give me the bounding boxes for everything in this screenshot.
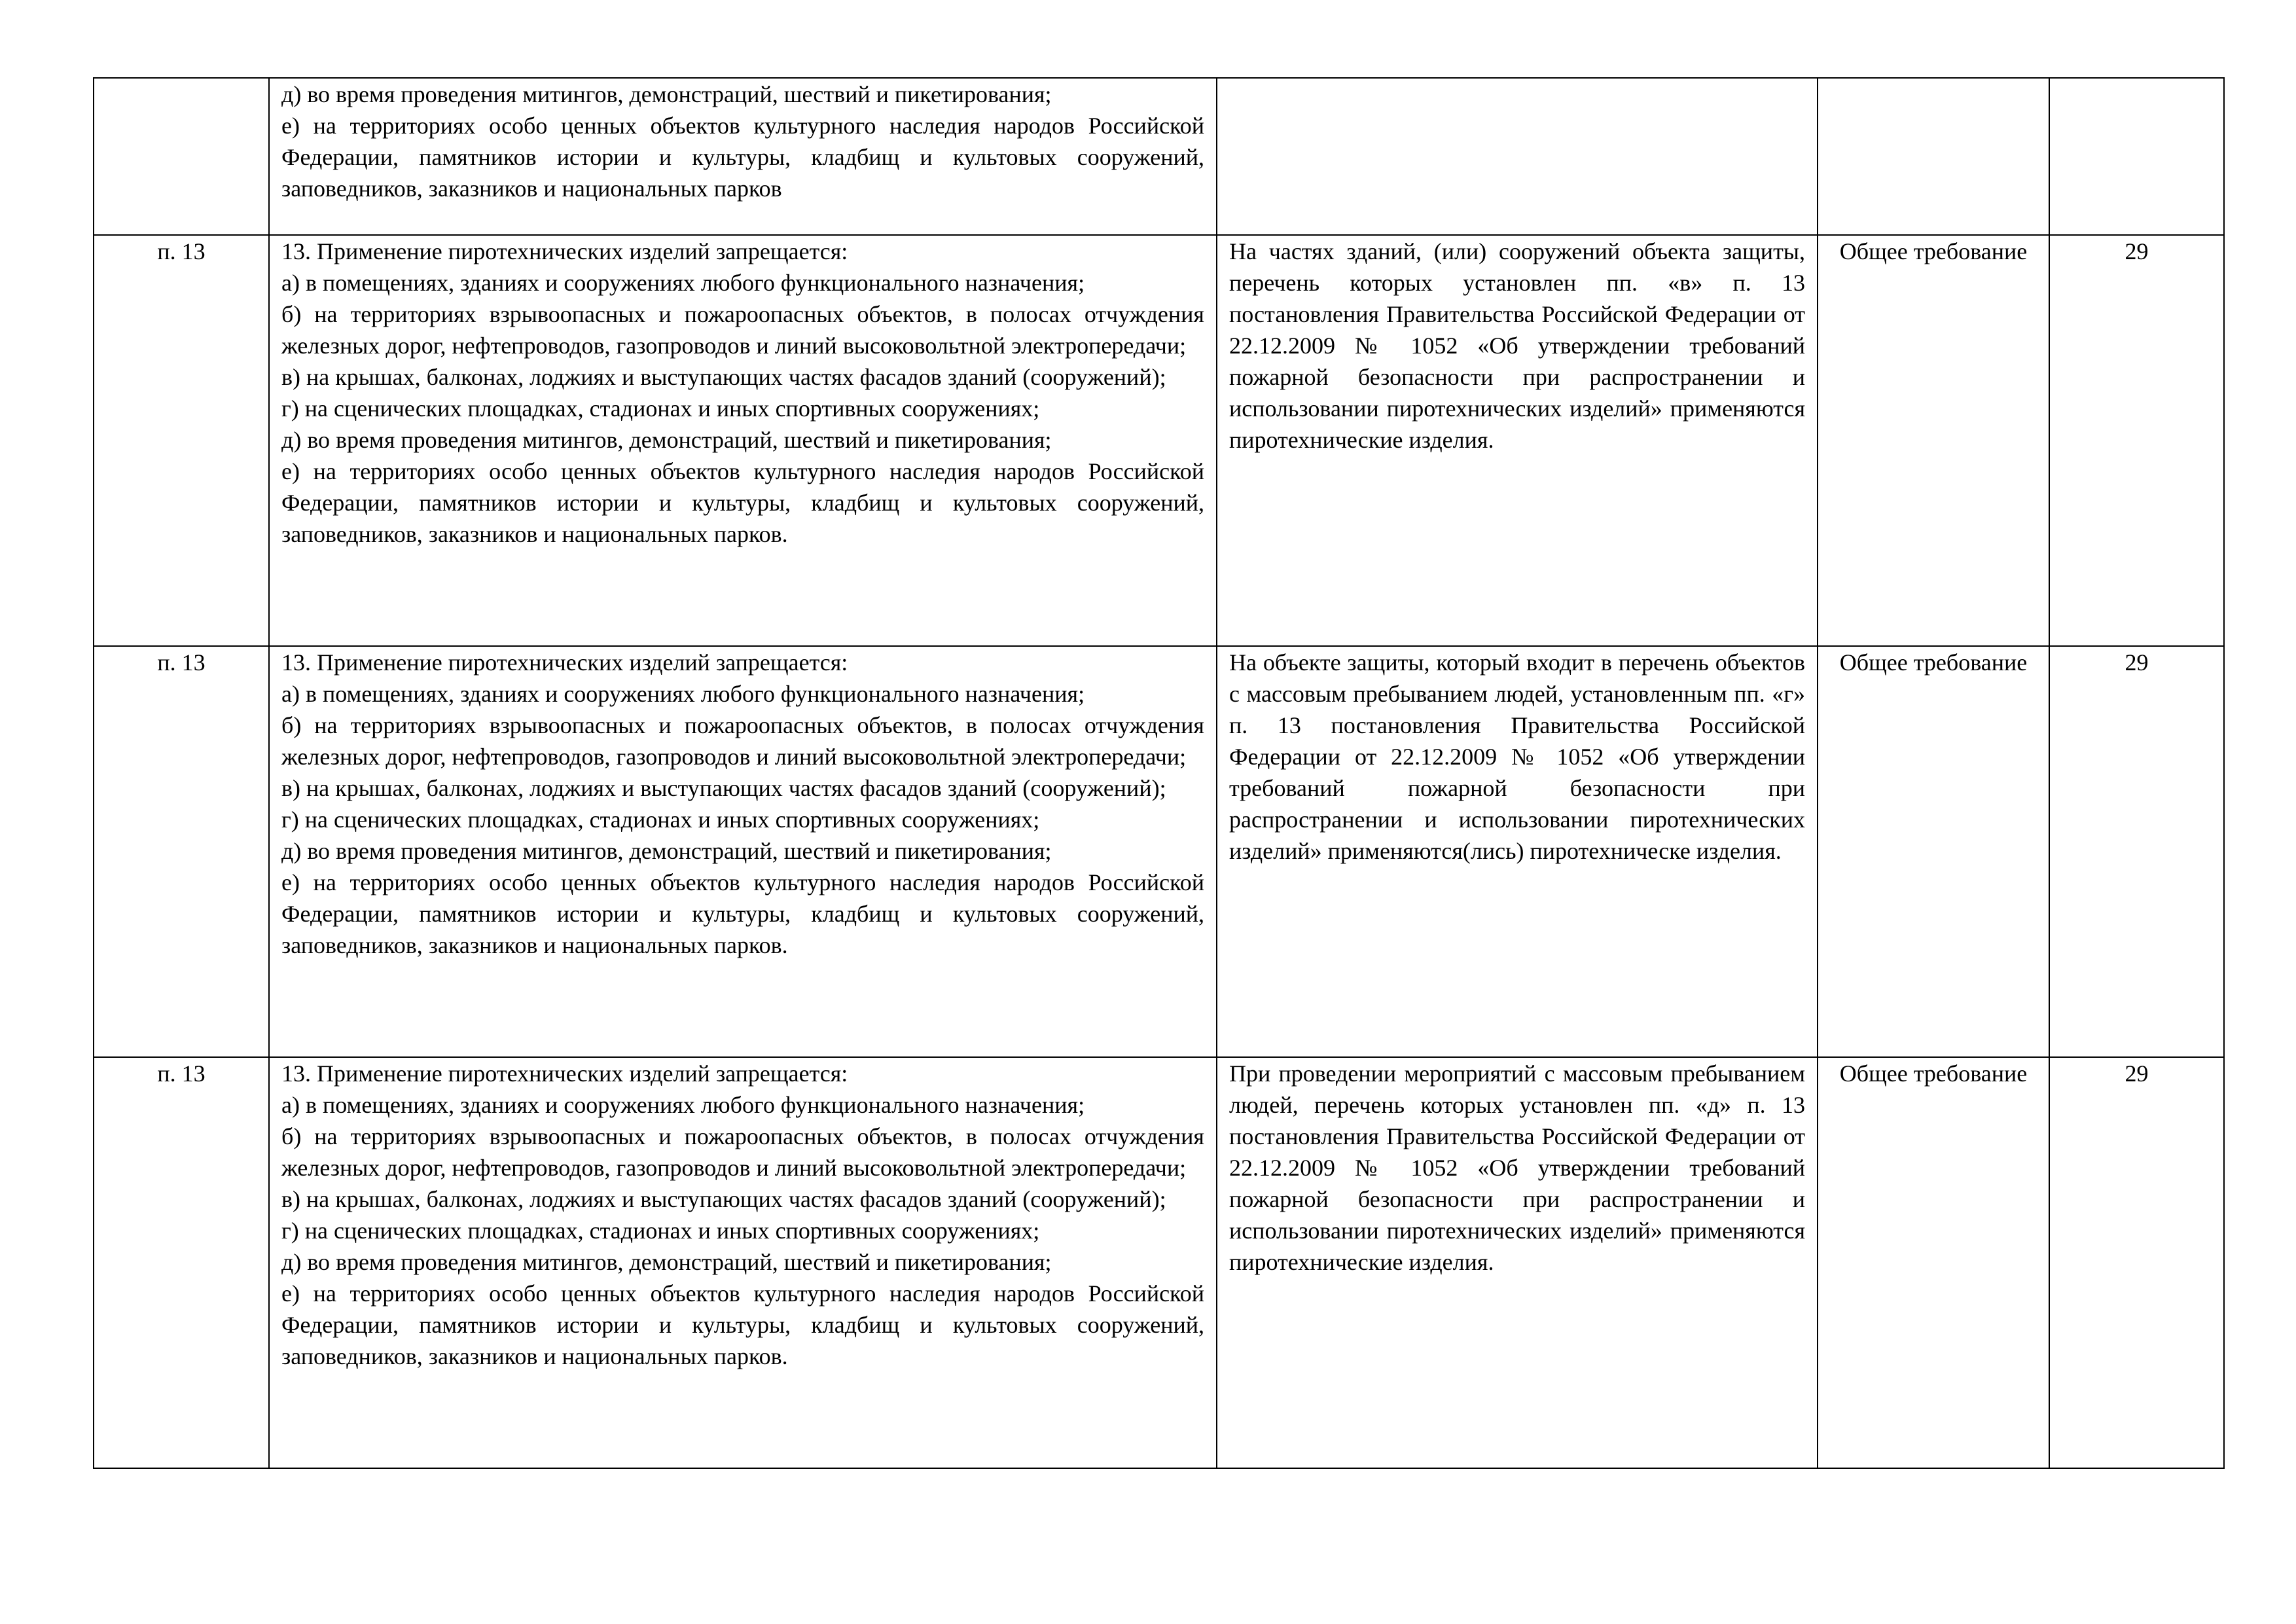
requirement-paragraph: г) на сценических площадках, стадионах и иных спортивных сооружениях; [281,1218,1040,1244]
table-row [94,235,2224,646]
table-row [94,78,2224,235]
number-cell: 29 [2049,646,2224,1057]
requirement-paragraph: 13. Применение пиротехнических изделий запрещается: [281,1060,848,1087]
condition-cell [1217,235,1818,646]
condition-cell [1217,646,1818,1057]
condition-cell [1217,1057,1818,1468]
requirement-paragraph: б) на территориях взрывоопасных и пожароопасных объектов, в полосах отчуждения железных дорог, нефтепроводов, газопроводов и линий высоковольтной электропередачи; [281,712,1204,770]
requirement-paragraph: г) на сценических площадках, стадионах и иных спортивных сооружениях; [281,395,1040,422]
requirements-table [93,77,2225,1469]
table-row [94,1057,2224,1468]
reference-cell [94,78,269,235]
requirement-cell [269,78,1217,235]
table-row [94,646,2224,1057]
requirement-paragraph: а) в помещениях, зданиях и сооружениях любого функционального назначения; [281,681,1085,707]
condition-cell [1217,78,1818,235]
condition-text: На частях зданий, (или) сооружений объекта защиты, перечень которых установлен пп. «в» п. 13 постановления Правительства Российской Федерации от 22.12.2009 № 1052 «Об утверждении требований пожарной безопасности при распространении и использовании пиротехнических изделий» применяются пиротехнические изделия. [1229,238,1805,453]
requirement-cell [269,235,1217,646]
requirement-paragraph: г) на сценических площадках, стадионах и иных спортивных сооружениях; [281,806,1040,833]
category-cell: Общее требование [1818,235,2049,646]
requirement-paragraph: е) на территориях особо ценных объектов культурного наследия народов Российской Федерации, памятников истории и культуры, кладбищ и культовых сооружений, заповедников, заказников и национальных парков. [281,458,1204,547]
category-cell: Общее требование [1818,646,2049,1057]
condition-text: На объекте защиты, который входит в перечень объектов с массовым пребыванием людей, установленным пп. «г» п. 13 постановления Правительства Российской Федерации от 22.12.2009 № 1052 «Об утверждении требований пожарной безопасности при распространении и использовании пиротехнических изделий» применяются(лись) пиротехническе изделия. [1229,649,1805,864]
requirement-cell [269,646,1217,1057]
requirement-paragraph: б) на территориях взрывоопасных и пожароопасных объектов, в полосах отчуждения железных дорог, нефтепроводов, газопроводов и линий высоковольтной электропередачи; [281,1123,1204,1181]
requirement-paragraph: а) в помещениях, зданиях и сооружениях любого функционального назначения; [281,1092,1085,1118]
number-cell: 29 [2049,1057,2224,1468]
requirement-paragraph: е) на территориях особо ценных объектов культурного наследия народов Российской Федерации, памятников истории и культуры, кладбищ и культовых сооружений, заповедников, заказников и национальных парков [281,113,1204,202]
requirement-paragraph: в) на крышах, балконах, лоджиях и выступающих частях фасадов зданий (сооружений); [281,775,1166,801]
requirement-paragraph: в) на крышах, балконах, лоджиях и выступающих частях фасадов зданий (сооружений); [281,364,1166,390]
category-cell: Общее требование [1818,1057,2049,1468]
number-cell: 29 [2049,235,2224,646]
requirement-paragraph: д) во время проведения митингов, демонстраций, шествий и пикетирования; [281,1249,1052,1275]
reference-cell: п. 13 [94,235,269,646]
requirement-paragraph: е) на территориях особо ценных объектов культурного наследия народов Российской Федерации, памятников истории и культуры, кладбищ и культовых сооружений, заповедников, заказников и национальных парков. [281,869,1204,958]
reference-cell: п. 13 [94,1057,269,1468]
requirement-paragraph: д) во время проведения митингов, демонстраций, шествий и пикетирования; [281,838,1052,864]
requirement-paragraph: а) в помещениях, зданиях и сооружениях любого функционального назначения; [281,270,1085,296]
requirement-paragraph: 13. Применение пиротехнических изделий запрещается: [281,238,848,264]
requirement-paragraph: б) на территориях взрывоопасных и пожароопасных объектов, в полосах отчуждения железных дорог, нефтепроводов, газопроводов и линий высоковольтной электропередачи; [281,301,1204,359]
reference-cell: п. 13 [94,646,269,1057]
requirement-cell [269,1057,1217,1468]
requirement-paragraph: д) во время проведения митингов, демонстраций, шествий и пикетирования; [281,427,1052,453]
requirement-paragraph: 13. Применение пиротехнических изделий запрещается: [281,649,848,676]
number-cell [2049,78,2224,235]
condition-text: При проведении мероприятий с массовым пребыванием людей, перечень которых установлен пп. «д» п. 13 постановления Правительства Российской Федерации от 22.12.2009 № 1052 «Об утверждении требований пожарной безопасности при распространении и использовании пиротехнических изделий» применяются пиротехнические изделия. [1229,1060,1805,1275]
category-cell [1818,78,2049,235]
requirement-paragraph: в) на крышах, балконах, лоджиях и выступающих частях фасадов зданий (сооружений); [281,1186,1166,1212]
requirement-paragraph: е) на территориях особо ценных объектов культурного наследия народов Российской Федерации, памятников истории и культуры, кладбищ и культовых сооружений, заповедников, заказников и национальных парков. [281,1280,1204,1369]
requirement-paragraph: д) во время проведения митингов, демонстраций, шествий и пикетирования; [281,81,1052,107]
